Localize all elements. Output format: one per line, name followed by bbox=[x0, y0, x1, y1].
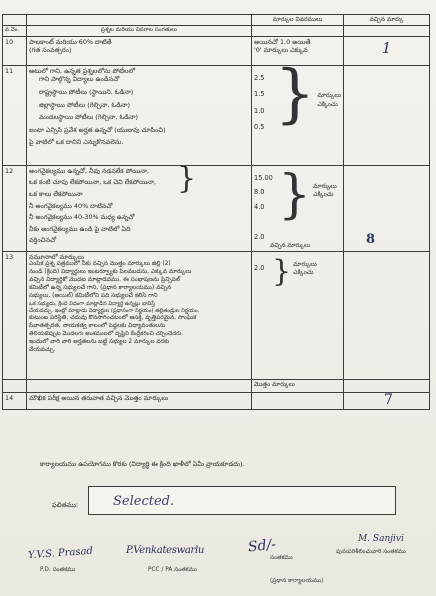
row-14-awarded bbox=[344, 392, 430, 409]
table-row-10 bbox=[3, 36, 430, 65]
total-awarded bbox=[344, 379, 430, 392]
row-12-awarded-label: వచ్చిన మార్కులు bbox=[270, 241, 311, 249]
row-12-line-6: నీకు అంగవైకల్యము ఉండి పై వాటిలో ఏది bbox=[29, 224, 131, 233]
row-11-mark-3: 1.0 bbox=[254, 106, 265, 115]
office-use-note: కార్యాలయము ఉపయోగము కొరకు (విద్యార్థి ఈ క్రింది ఖాళీలో ఏమీ వ్రాయకూడదు). bbox=[40, 460, 245, 468]
table-subheader-row bbox=[3, 26, 430, 37]
row-11-mark-2: 1.5 bbox=[254, 90, 265, 99]
row-10-awarded bbox=[344, 36, 430, 65]
row-12-brace-label-1: మార్కులు bbox=[313, 182, 337, 190]
row-12-line-7: వర్తించినచో bbox=[29, 236, 57, 245]
row-14-description bbox=[27, 392, 252, 409]
row-13-title: నమూనాలో మార్కులు bbox=[29, 252, 85, 261]
header-marks-detail: మార్కుల వివరములు bbox=[252, 15, 344, 26]
header-serial-no: వ.నెం. bbox=[3, 26, 27, 37]
table-header-row bbox=[3, 15, 430, 26]
row-13-line-4: కమిటీలో ఉన్న సభ్యులచే గాని, (ప్రధాన కార్యాలయము) వచ్చిన bbox=[29, 285, 172, 292]
row-10-line-1: పాలకాంట్ మరియు 60% దాటితే bbox=[29, 37, 112, 46]
result-box bbox=[88, 486, 396, 515]
row-13-line-5: సభ్యులు, (ఆయిల్) కమిటీలోని పది సభ్యులచే కలిసి గాని bbox=[29, 293, 158, 300]
row-13-line-2: నుండి (క్రింది) విద్యార్థులు ఇంటర్వ్యూకు పిలవబడను, ఎక్కువ మార్కులు bbox=[29, 269, 192, 276]
row-number: 11 bbox=[3, 65, 27, 165]
row-11-line-3: రాష్ట్రస్థాయి పోటీలు (స్థాయిని, ఓడినా) bbox=[39, 87, 134, 96]
total-number-cell bbox=[3, 379, 27, 392]
row-13-line-8: కుటుంబ పరిస్థితి, చదువు కొనసాగించటంలో ఆసక్తి, వృత్తిపరమైన, సాంఘిక bbox=[29, 315, 197, 322]
row-10-line-2: (గత సంవత్సరం) bbox=[29, 46, 72, 55]
result-label: ఫలితము: bbox=[52, 501, 79, 509]
row-number: 13 bbox=[3, 251, 27, 379]
row-10-awarded-value: 1 bbox=[381, 38, 392, 57]
row-11-line-5: మండలస్థాయి పోటీలు (గెల్చినా, ఓడినా) bbox=[39, 113, 139, 122]
table-row-12 bbox=[3, 165, 430, 251]
row-10-marks-line-2: '0' మార్కులు ఎక్కువ bbox=[254, 46, 308, 55]
row-number: 12 bbox=[3, 165, 27, 251]
row-10-marks bbox=[252, 36, 344, 65]
header-item-empty bbox=[27, 15, 252, 26]
row-11-description bbox=[27, 65, 252, 165]
row-10-description bbox=[27, 36, 252, 65]
row-number: 10 bbox=[3, 36, 27, 65]
row-14-awarded-value: 7 bbox=[384, 392, 393, 408]
row-12-brace-label-2: ఎక్కించు bbox=[313, 191, 334, 199]
row-13-mark-1: 2.0 bbox=[254, 263, 265, 272]
signature-office-caption: సంతకము bbox=[270, 555, 293, 561]
row-11-mark-4: 0.5 bbox=[254, 123, 265, 132]
result-value: Selected. bbox=[113, 494, 175, 509]
row-13-line-10: తెలియజెప్పుట మొదలగు అంశములలో దృష్టిని కేంద్రీకరించి చర్చించెదరు. bbox=[29, 331, 184, 338]
row-12-mark-4: 2.0 bbox=[254, 233, 265, 242]
row-13-line-7: చేయవచ్చు. ఇంట్లో మాట్లాడు విద్యార్థుల (ప్రధానంగా నిర్ణయం) తల్లితండ్రుల నిర్ణయం, bbox=[29, 308, 200, 315]
row-11-line-6: జంటా ఎన్సిసి ప్రవేశ అర్హత ఉన్నచో (యుజువు చూపించి) bbox=[29, 125, 166, 134]
row-13-brace-label-1: మార్కులు bbox=[293, 260, 317, 268]
signature-pcc-caption: PCC / PA సంతకము bbox=[148, 567, 197, 573]
table-row-11 bbox=[3, 65, 430, 165]
row-12-marks bbox=[252, 165, 344, 251]
row-12-left-brace: } bbox=[177, 165, 197, 196]
row-11-mark-1: 2.5 bbox=[254, 73, 265, 82]
row-13-line-9: సేవాతత్పరత, నాయకత్వ కాలంలో పెద్దలకు విద్యావంతులను bbox=[29, 323, 166, 330]
header-awarded-sub bbox=[344, 26, 430, 37]
row-12-line-3: ఒక కాలు లేకపోయినా bbox=[29, 189, 83, 198]
row-13-line-1: ఎంపిక ప్రశ్న పత్రములో నీకు వచ్చిన మొత్తం మార్కులు జిల్లి (2) bbox=[29, 261, 171, 268]
row-13-awarded bbox=[344, 251, 430, 379]
table-row-13 bbox=[3, 251, 430, 379]
row-13-description bbox=[27, 251, 252, 379]
signature-office: Sd/- bbox=[247, 536, 277, 556]
signature-pd: Y.V.S. Prasad bbox=[27, 545, 94, 562]
signature-pcc: P.Venkateswarlu bbox=[126, 545, 205, 556]
total-description-cell bbox=[27, 379, 252, 392]
row-11-brace-label-1: మార్కులు bbox=[317, 92, 341, 100]
row-12-line-2: ఒక కంటి చూపు లేకపోయినా, ఒక చెవి లేకపోయినా, bbox=[29, 178, 156, 187]
row-14-marks bbox=[252, 392, 344, 409]
row-12-description bbox=[27, 165, 252, 251]
signature-pd-caption: P.D. సంతకము bbox=[40, 567, 76, 573]
table-row-14 bbox=[3, 392, 430, 409]
header-serial-empty bbox=[3, 15, 27, 26]
row-12-mark-3: 4.0 bbox=[254, 202, 265, 211]
row-12-awarded bbox=[344, 165, 430, 251]
row-12-mark-2: 8.0 bbox=[254, 188, 265, 197]
row-14-line-1: మౌఖిక పరీక్ష అయిన తరువాత వచ్చిన మొత్తం మార్కులు bbox=[29, 393, 169, 402]
row-12-line-5: నీ అంగవైకల్యము 40-30% మధ్య ఉన్నచో bbox=[29, 213, 135, 222]
signature-reviewer: M. Sanjivi bbox=[358, 534, 404, 544]
row-11-brace-label-2: ఎక్కించు bbox=[317, 100, 338, 108]
row-12-line-4: నీ అంగవైకల్యము 40% దాటినచో bbox=[29, 201, 113, 210]
row-13-line-11: ఇందులో వారి వారి అర్హతలను బట్టి సభ్యుల 2 మార్కుల వరకు bbox=[29, 338, 170, 345]
row-12-awarded-value: 8 bbox=[366, 232, 376, 248]
row-11-line-2: గాని పాల్గొన్న విద్యాలు ఉండినచో bbox=[39, 75, 120, 84]
row-11-line-4: జిల్లాస్థాయి పోటీలు (గెల్చినా, ఓడినా) bbox=[39, 100, 130, 109]
signature-reviewer-caption: పునఃపరిశీలించువారి సంతకము bbox=[336, 549, 406, 555]
row-12-brace: } bbox=[278, 165, 312, 225]
total-label: మొత్తం మార్కులు bbox=[252, 379, 344, 392]
row-10-marks-line-1: అయినచో 1.0 అయితే bbox=[254, 37, 311, 46]
table-row-total bbox=[3, 379, 430, 392]
row-11-line-7: పై వాటిలో ఒక దానిని ఎన్నుకొనవలెను. bbox=[29, 138, 124, 147]
marks-table bbox=[2, 14, 430, 410]
row-11-marks bbox=[252, 65, 344, 165]
row-12-mark-1: 15.00 bbox=[254, 173, 273, 182]
row-13-line-6: ఒక సభ్యుడు, క్రింది విధంగా మాట్లాడిన విద్యార్థి ఉన్నట్లు భావిస్తే bbox=[29, 301, 156, 308]
row-11-awarded bbox=[344, 65, 430, 165]
row-13-line-3: వచ్చిన విద్యార్థికో మొదట మాట్లాడెదము. ఈ సంభాషణను ప్రిన్సిపల్ bbox=[29, 277, 181, 284]
row-13-marks bbox=[252, 251, 344, 379]
office-caption: (ప్రధాన కార్యాలయము) bbox=[270, 578, 324, 584]
row-11-brace: } bbox=[274, 65, 316, 131]
header-awarded: వచ్చిన మార్కు bbox=[344, 15, 430, 26]
row-11-line-1: అటులో గాని, ఉన్నత ప్రశ్నలలోను పోటీలలో bbox=[29, 66, 136, 75]
row-13-brace-label-2: ఎక్కించు bbox=[293, 269, 314, 277]
row-number: 14 bbox=[3, 392, 27, 409]
header-item: ప్రశ్నల మరియు వివరాల సంగతులు bbox=[27, 26, 252, 37]
header-marks-sub bbox=[252, 26, 344, 37]
row-12-line-1: అంగవైకల్యము ఉన్నచో, నీవు నడవలేక పోయినా, bbox=[29, 166, 150, 175]
row-13-brace: } bbox=[272, 253, 292, 289]
row-13-line-12: వేయవచ్చు. bbox=[29, 346, 56, 353]
